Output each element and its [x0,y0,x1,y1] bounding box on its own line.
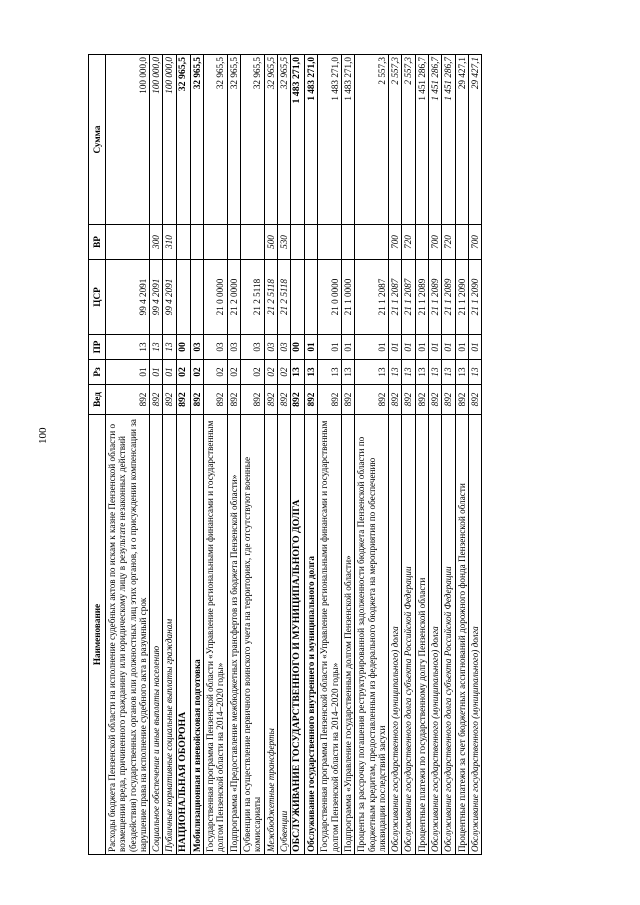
cell-sum: 32 965,5 [176,55,190,225]
cell-rz: 02 [264,360,277,385]
cell-csr: 21 1 0000 [341,260,354,335]
table-row [150,55,163,855]
cell-name: Расходы бюджета Пензенской области на исполнение судебных актов по искам к казне Пензенской области о возмещении вреда, причиненного гражданину или юридическому лицу в результате незаконных действий (бездействия) государственных органов или должностных лиц этих органов, и о присуждении компенсации за нарушение права на исполнение судебного акта в разумный срок [106,415,150,855]
table-row [402,55,415,855]
cell-rz: 13 [305,360,318,385]
table-row [341,55,354,855]
cell-name: Подпрограмма «Предоставление межбюджетных трансфертов из бюджета Пензенской области» [227,415,240,855]
cell-csr: 21 1 2087 [355,260,389,335]
cell-vr: 530 [277,225,290,260]
header-vr: ВР [89,225,106,260]
cell-pr: 13 [163,335,176,360]
cell-name: Государственная программа Пензенской области «Управление региональными финансами и государственным долгом Пензенской области на 2014–2020 годы» [318,415,342,855]
cell-rz: 13 [402,360,415,385]
table-row [227,55,240,855]
cell-rz: 13 [355,360,389,385]
cell-ved: 892 [204,385,228,415]
cell-rz: 13 [291,360,305,385]
cell-name: Обслуживание государственного долга субъекта Российской Федерации [402,415,415,855]
cell-sum: 2 557,3 [402,55,415,225]
cell-rz: 13 [468,360,481,385]
cell-csr [305,260,318,335]
cell-name: Субвенции [277,415,290,855]
cell-vr: 310 [163,225,176,260]
table-row [240,55,264,855]
cell-pr: 01 [389,335,402,360]
cell-sum: 32 965,5 [190,55,203,225]
cell-vr [240,225,264,260]
cell-ved: 892 [468,385,481,415]
cell-vr [106,225,150,260]
cell-sum: 32 965,5 [240,55,264,225]
cell-vr [455,225,468,260]
cell-rz: 01 [150,360,163,385]
cell-csr: 21 1 2089 [442,260,455,335]
header-pr: ПР [89,335,106,360]
cell-pr: 01 [305,335,318,360]
table-row [415,55,428,855]
cell-sum: 32 965,5 [204,55,228,225]
cell-vr [204,225,228,260]
cell-csr: 21 2 5118 [264,260,277,335]
cell-name: Субвенции на осуществление первичного воинского учета на территориях, где отсутствуют военные комиссариаты [240,415,264,855]
cell-rz: 13 [318,360,342,385]
cell-pr: 01 [415,335,428,360]
table-row [190,55,203,855]
cell-name: Обслуживание государственного внутреннего и муниципального долга [305,415,318,855]
cell-vr: 700 [468,225,481,260]
table-row [355,55,389,855]
cell-rz: 02 [190,360,203,385]
cell-name: Обслуживание государственного (муниципального) долга [429,415,442,855]
cell-vr [291,225,305,260]
cell-csr: 21 2 5118 [240,260,264,335]
rotated-table-container [88,55,482,855]
cell-ved: 892 [150,385,163,415]
cell-ved: 892 [240,385,264,415]
cell-sum: 100 000,0 [106,55,150,225]
cell-rz: 01 [163,360,176,385]
cell-vr: 720 [402,225,415,260]
cell-rz: 13 [429,360,442,385]
cell-csr: 21 1 2087 [389,260,402,335]
budget-table [88,54,482,855]
cell-ved: 892 [305,385,318,415]
cell-ved: 892 [429,385,442,415]
cell-sum: 1 483 271,0 [305,55,318,225]
table-row [468,55,481,855]
table-row [305,55,318,855]
cell-ved: 892 [442,385,455,415]
cell-pr: 01 [402,335,415,360]
cell-csr: 21 1 2089 [429,260,442,335]
cell-name: Обслуживание государственного (муниципального) долга [389,415,402,855]
table-row [442,55,455,855]
cell-pr: 03 [277,335,290,360]
cell-pr: 03 [204,335,228,360]
cell-rz: 01 [106,360,150,385]
cell-rz: 02 [227,360,240,385]
cell-name: Процентные платежи по государственному долгу Пензенской области [415,415,428,855]
table-row [106,55,150,855]
cell-ved: 892 [455,385,468,415]
cell-name: Процентные платежи за счет бюджетных ассигнований дорожного фонда Пензенской области [455,415,468,855]
cell-vr [227,225,240,260]
cell-rz: 02 [176,360,190,385]
cell-name: Государственная программа Пензенской области «Управление региональными финансами и государственным долгом Пензенской области на 2014–2020 годы» [204,415,228,855]
table-row [318,55,342,855]
cell-pr: 03 [264,335,277,360]
cell-vr [305,225,318,260]
cell-vr [341,225,354,260]
table-row [264,55,277,855]
table-row [291,55,305,855]
cell-sum: 29 427,1 [468,55,481,225]
cell-ved: 892 [318,385,342,415]
cell-sum: 2 557,3 [389,55,402,225]
cell-sum: 100 000,0 [150,55,163,225]
cell-csr: 21 0 0000 [318,260,342,335]
cell-vr: 720 [442,225,455,260]
cell-ved: 892 [163,385,176,415]
cell-pr: 01 [318,335,342,360]
cell-vr [318,225,342,260]
cell-csr: 21 2 5118 [277,260,290,335]
table-row [277,55,290,855]
cell-ved: 892 [415,385,428,415]
cell-csr: 99 4 2091 [150,260,163,335]
cell-rz: 02 [240,360,264,385]
cell-ved: 892 [291,385,305,415]
cell-pr: 01 [355,335,389,360]
cell-csr: 21 2 0000 [227,260,240,335]
cell-ved: 892 [106,385,150,415]
cell-csr: 21 0 0000 [204,260,228,335]
cell-ved: 892 [264,385,277,415]
cell-name: Обслуживание государственного долга субъекта Российской Федерации [442,415,455,855]
cell-vr [176,225,190,260]
cell-rz: 13 [455,360,468,385]
cell-pr: 00 [291,335,305,360]
cell-rz: 13 [389,360,402,385]
cell-csr: 99 4 2091 [106,260,150,335]
cell-ved: 892 [341,385,354,415]
cell-pr: 01 [341,335,354,360]
cell-ved: 892 [176,385,190,415]
cell-rz: 13 [442,360,455,385]
cell-sum: 1 451 286,7 [429,55,442,225]
cell-sum: 2 557,3 [355,55,389,225]
cell-ved: 892 [355,385,389,415]
table-row [163,55,176,855]
cell-pr: 13 [106,335,150,360]
cell-sum: 1 483 271,0 [318,55,342,225]
cell-csr: 21 1 2090 [468,260,481,335]
cell-pr: 13 [150,335,163,360]
cell-pr: 01 [429,335,442,360]
cell-csr: 99 4 2091 [163,260,176,335]
cell-rz: 13 [415,360,428,385]
page-number: 100 [37,427,49,444]
header-rz: Рз [89,360,106,385]
cell-csr [190,260,203,335]
cell-name: Межбюджетные трансферты [264,415,277,855]
cell-vr [355,225,389,260]
cell-csr [291,260,305,335]
cell-ved: 892 [227,385,240,415]
cell-pr: 01 [468,335,481,360]
table-header-row [89,55,106,855]
header-sum: Сумма [89,55,106,225]
table-row [429,55,442,855]
cell-sum: 32 965,5 [277,55,290,225]
cell-csr: 21 1 2089 [415,260,428,335]
cell-pr: 03 [190,335,203,360]
table-row [389,55,402,855]
cell-name: Публичные нормативные социальные выплаты гражданам [163,415,176,855]
cell-vr [190,225,203,260]
cell-pr: 01 [442,335,455,360]
cell-name: Социальное обеспечение и иные выплаты населению [150,415,163,855]
table-row [204,55,228,855]
table-row [455,55,468,855]
header-csr: ЦСР [89,260,106,335]
cell-pr: 01 [455,335,468,360]
cell-ved: 892 [402,385,415,415]
cell-pr: 03 [227,335,240,360]
cell-ved: 892 [277,385,290,415]
cell-sum: 29 427,1 [455,55,468,225]
header-ved: Вед [89,385,106,415]
cell-sum: 100 000,0 [163,55,176,225]
cell-name: НАЦИОНАЛЬНАЯ ОБОРОНА [176,415,190,855]
cell-vr [415,225,428,260]
cell-sum: 32 965,5 [264,55,277,225]
cell-vr: 700 [389,225,402,260]
cell-csr: 21 1 2090 [455,260,468,335]
table-row [176,55,190,855]
cell-vr: 300 [150,225,163,260]
cell-sum: 1 451 286,7 [415,55,428,225]
cell-rz: 13 [341,360,354,385]
table-body [106,55,482,855]
cell-rz: 02 [277,360,290,385]
cell-name: Проценты за рассрочку погашения реструктурированной задолженности бюджета Пензенской области по бюджетным кредитам, предоставленным из федерального бюджета на мероприятия по обеспечению ликвидации последствий засухи [355,415,389,855]
cell-vr: 700 [429,225,442,260]
cell-rz: 02 [204,360,228,385]
cell-sum: 32 965,5 [227,55,240,225]
cell-sum: 1 483 271,0 [341,55,354,225]
cell-pr: 03 [240,335,264,360]
cell-csr: 21 1 2087 [402,260,415,335]
cell-name: ОБСЛУЖИВАНИЕ ГОСУДАРСТВЕННОГО И МУНИЦИПАЛЬНОГО ДОЛГА [291,415,305,855]
cell-ved: 892 [389,385,402,415]
cell-name: Мобилизационная и вневойсковая подготовка [190,415,203,855]
cell-pr: 00 [176,335,190,360]
cell-sum: 1 483 271,0 [291,55,305,225]
header-name: Наименование [89,415,106,855]
cell-csr [176,260,190,335]
cell-name: Обслуживание государственного (муниципального) долга [468,415,481,855]
cell-sum: 1 451 286,7 [442,55,455,225]
cell-name: Подпрограмма «Управление государственным долгом Пензенской области» [341,415,354,855]
cell-vr: 500 [264,225,277,260]
cell-ved: 892 [190,385,203,415]
